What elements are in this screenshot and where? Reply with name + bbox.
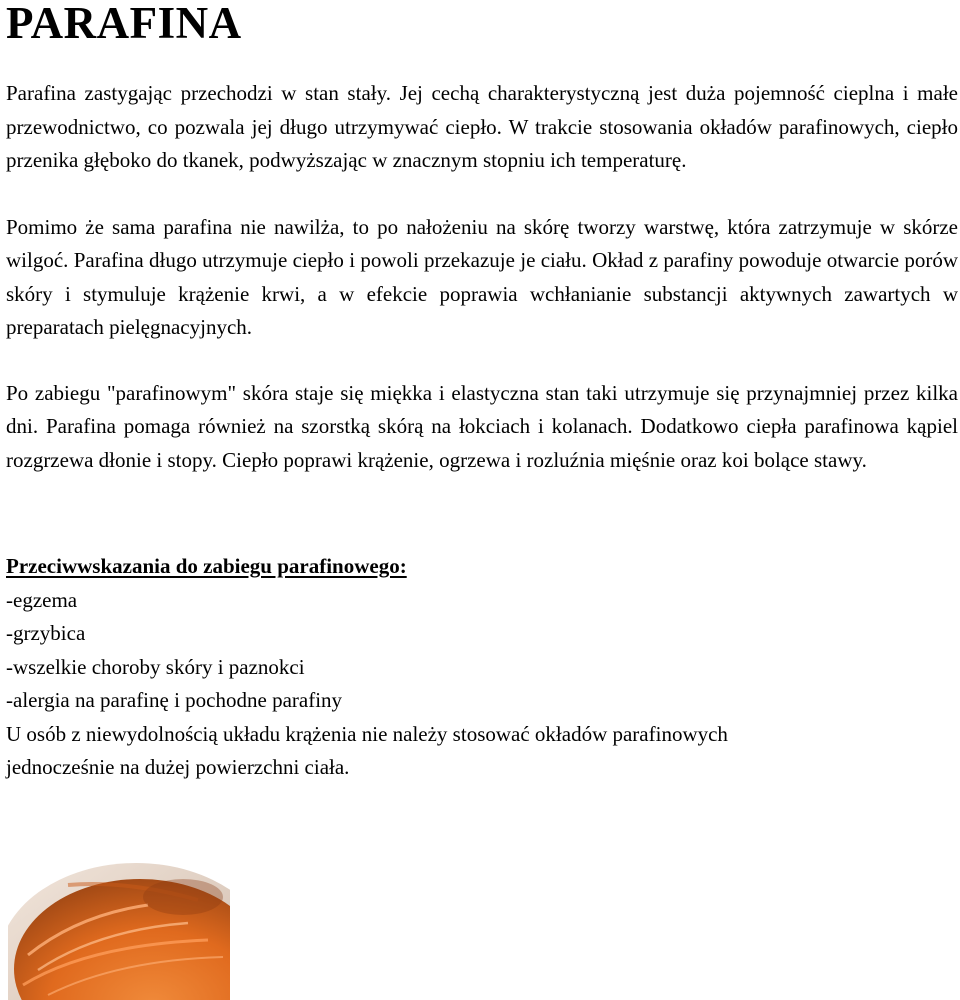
contraindications-section <box>6 550 960 785</box>
paragraph-properties: Parafina zastygając przechodzi w stan stały. Jej cechą charakterystyczną jest duża pojemność cieplna i małe przewodnictwo, co pozwala jej długo utrzymywać ciepło. W trakcie stosowania okładów parafinowych, ciepło przenika głęboko do tkanek, podwyższając w znacznym stopniu ich temperaturę. <box>6 81 958 172</box>
contraindication-item: -alergia na parafinę i pochodne parafiny <box>6 688 343 712</box>
contraindications-heading: Przeciwwskazania do zabiegu parafinowego: <box>6 554 407 578</box>
contraindication-note: jednocześnie na dużej powierzchni ciała. <box>6 755 350 779</box>
contraindication-item: -egzema <box>6 587 78 612</box>
paragraph-effects: Po zabiegu "parafinowym" skóra staje się miękka i elastyczna stan taki utrzymuje się przynajmniej przez kilka dni. Parafina pomaga również na szorstką skórą na łokciach i kolanach. Dodatkowo ciepła parafinowa kąpiel rozgrzewa dłonie i stopy. Ciepło poprawi krążenie, ogrzewa i rozluźnia mięśnie oraz koi bolące stawy. <box>6 380 958 472</box>
contraindication-item: -grzybica <box>6 621 86 645</box>
page-title: PARAFINA <box>6 0 242 48</box>
document-page <box>6 0 960 785</box>
paragraph-moisture: Pomimo że sama parafina nie nawilża, to po nałożeniu na skórę tworzy warstwę, która zatrzymuje w skórze wilgoć. Parafina długo utrzymuje ciepło i powoli przekazuje je ciału. Okład z parafiny powoduje otwarcie porów skóry i stymuluje krążenie krwi, a w efekcie poprawia wchłanianie substancji aktywnych zawartych w preparatach pielęgnacyjnych. <box>6 214 958 339</box>
paraffin-bowl-image <box>8 845 230 1000</box>
contraindication-item: -wszelkie choroby skóry i paznokci <box>6 654 305 679</box>
contraindication-note: U osób z niewydolnością układu krążenia nie należy stosować okładów parafinowych <box>6 721 728 746</box>
paraffin-bowl-photo <box>8 845 230 1000</box>
